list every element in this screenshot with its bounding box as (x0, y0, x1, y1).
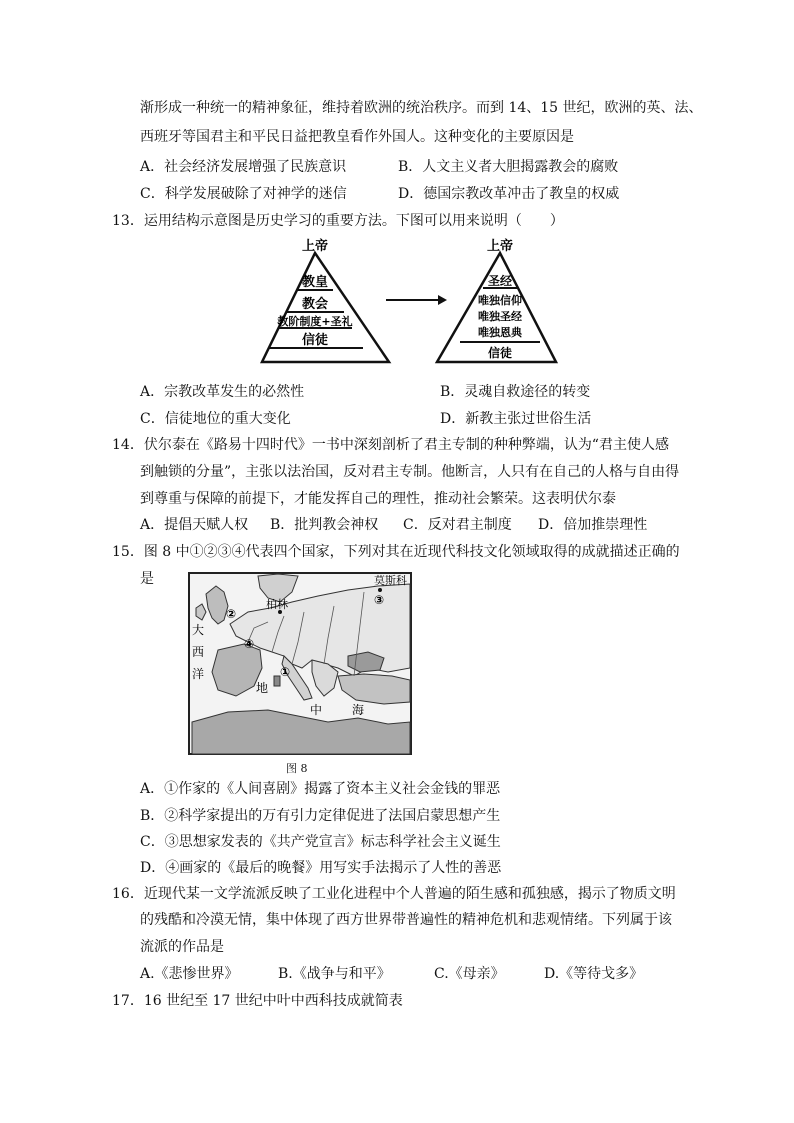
right-tier-3: 唯独圣经 (478, 310, 522, 323)
country-3-label: ③ (374, 593, 385, 607)
atlantic-label-1: 大 (192, 623, 205, 637)
med-label-2: 中 (310, 703, 323, 717)
arrow-icon (386, 295, 447, 305)
country-1-label: ① (280, 665, 291, 679)
atlantic-label-2: 西 (192, 645, 205, 659)
q16-option-c: C.《母亲》 (434, 966, 505, 982)
q16-option-a: A.《悲惨世界》 (140, 966, 239, 982)
med-label-1: 地 (256, 681, 269, 695)
right-top-label: 上帝 (486, 239, 514, 254)
country-4-label: ④ (244, 637, 255, 651)
q14-line-2: 到触锁的分量”，主张以法治国，反对君主专制。他断言，人只有在自己的人格与自由得 (140, 464, 680, 480)
q15-line-2: 是 (140, 571, 154, 587)
q16-option-d: D.《等待戈多》 (544, 966, 644, 982)
q15-option-a: A．①作家的《人间喜剧》揭露了资本主义社会金钱的罪恶 (140, 781, 501, 797)
q13-option-c: C．信徒地位的重大变化 (140, 411, 291, 427)
q15-option-c: C．③思想家发表的《共产党宣言》标志科学社会主义诞生 (140, 834, 501, 850)
right-tier-4: 唯独恩典 (478, 326, 522, 339)
europe-map (188, 572, 412, 756)
q12-option-b: B．人文主义者大胆揭露教会的腐败 (398, 159, 619, 175)
left-pyramid (262, 238, 389, 362)
q14-option-b: B．批判教会神权 (270, 517, 379, 533)
q13-stem: 13．运用结构示意图是历史学习的重要方法。下图可以用来说明（ ） (112, 213, 564, 229)
right-pyramid (437, 238, 556, 362)
q14-option-d: D．倍加推崇理性 (538, 517, 648, 533)
q13-option-d: D．新教主张过世俗生活 (440, 411, 592, 427)
q16-line-1: 16．近现代某一文学流派反映了工业化进程中个人普遍的陌生感和孤独感，揭示了物质文明 (112, 886, 676, 902)
q16-line-3: 流派的作品是 (140, 939, 224, 955)
moscow-label: 莫斯科 (374, 574, 407, 587)
left-tier-2: 教会 (301, 297, 329, 312)
left-tier-4: 信徒 (301, 333, 329, 348)
atlantic-label-3: 洋 (192, 667, 205, 681)
q12-option-a: A．社会经济发展增强了民族意识 (140, 159, 347, 175)
left-top-label: 上帝 (301, 239, 329, 254)
right-tier-1: 圣经 (487, 274, 513, 288)
right-tier-2: 唯独信仰 (478, 294, 522, 307)
map-caption: 图 8 (286, 762, 308, 775)
q12-option-c: C．科学发展破除了对神学的迷信 (140, 186, 347, 202)
q15-line-1: 15．图 8 中①②③④代表四个国家，下列对其在近现代科技文化领域取得的成就描述正确的 (112, 544, 680, 560)
right-tier-5: 信徒 (487, 346, 513, 360)
q15-option-b: B．②科学家提出的万有引力定律促进了法国启蒙思想产生 (140, 808, 501, 824)
q13-option-b: B．灵魂自救途径的转变 (440, 384, 591, 400)
q13-option-a: A．宗教改革发生的必然性 (140, 384, 305, 400)
med-label-3: 海 (352, 703, 365, 717)
q12-option-d: D．德国宗教改革冲击了教皇的权威 (398, 186, 620, 202)
q15-option-d: D．④画家的《最后的晚餐》用写实手法揭示了人性的善恶 (140, 860, 502, 876)
q14-line-1: 14．伏尔泰在《路易十四时代》一书中深刻剖析了君主专制的种种弊端，认为“君主使人感 (112, 437, 669, 453)
left-tier-1: 教皇 (301, 275, 329, 290)
q12-line-1: 渐形成一种统一的精神象征，维持着欧洲的统治秩序。而到 14、15 世纪，欧洲的英、法、 (140, 100, 703, 116)
left-tier-3: 教阶制度+圣礼 (277, 315, 353, 328)
country-2-label: ② (226, 607, 237, 621)
q13-structure-diagram (255, 236, 560, 368)
q16-option-b: B.《战争与和平》 (278, 966, 391, 982)
berlin-label: 柏林 (266, 598, 288, 611)
q14-option-c: C．反对君主制度 (403, 517, 512, 533)
moscow-marker (378, 588, 382, 592)
q14-option-a: A．提倡天赋人权 (140, 517, 249, 533)
q12-line-2: 西班牙等国君主和平民日益把教皇看作外国人。这种变化的主要原因是 (140, 129, 574, 145)
q17-stem: 17．16 世纪至 17 世纪中叶中西科技成就简表 (112, 993, 403, 1009)
q14-line-3: 到尊重与保障的前提下，才能发挥自己的理性，推动社会繁荣。这表明伏尔泰 (140, 491, 616, 507)
q16-line-2: 的残酷和冷漠无情，集中体现了西方世界带普遍性的精神危机和悲观情绪。下列属于该 (140, 912, 672, 928)
